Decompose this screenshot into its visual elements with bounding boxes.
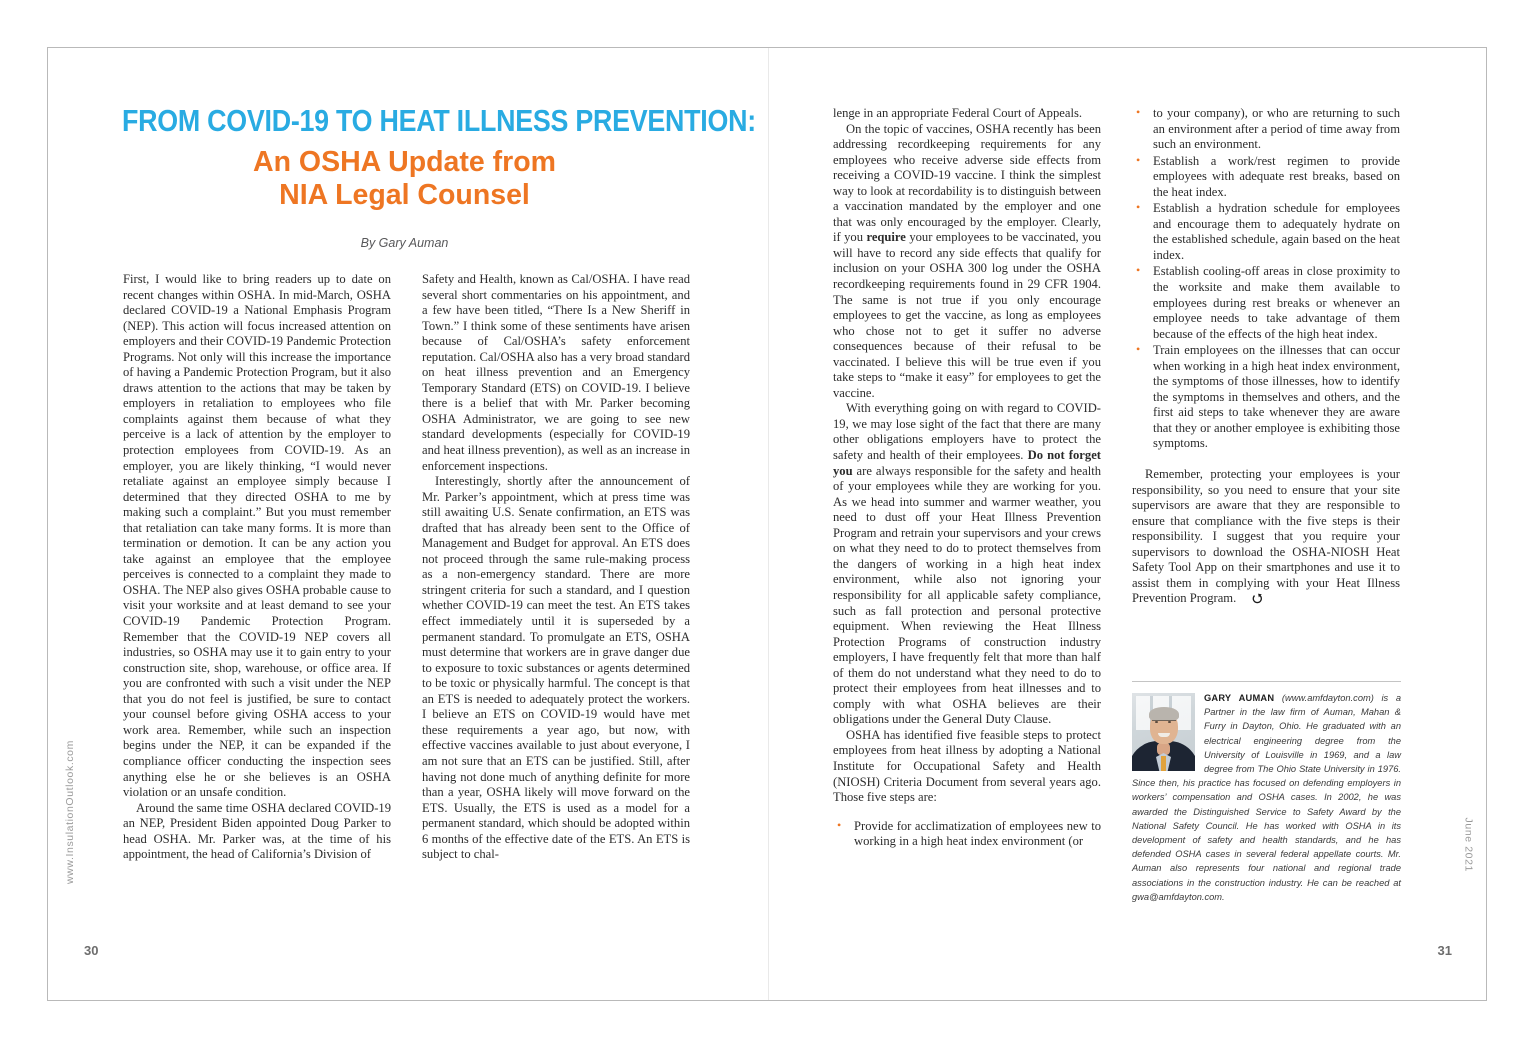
paragraph: Around the same time OSHA declared COVID-19 an NEP, President Biden appointed Doug Parker to head OSHA. Mr. Parker was, at the time of his appointment, the head of California’s Division of <box>123 800 391 862</box>
photo-hair <box>1149 707 1179 721</box>
list-item: • Establish cooling-off areas in close proximity to the worksite and make them available to employees during rest breaks or whenever an employee needs to take advantage of them because of the effects of the high heat index. <box>1132 264 1400 342</box>
author-bio-text: (www.amfdayton.com) is a Partner in the law firm of Auman, Mahan & Furry in Dayton, Ohio. He graduated with an electrical engineering degree from the University of Louisville in 1969, and a law degree from The Ohio State University in 1976. Since then, his practice has focused on defending employers in workers’ compensation and OSHA cases. In 2002, he was awarded the Distinguished Service to Safety Award by the National Safety Council. He has worked with OSHA in its development of safety and health standards, and he has defended OSHA cases in several federal appellate courts. Mr. Auman also represents four national and regional trade associations in the construction industry. He can be reached at gwa@amfdayton.com. <box>1132 693 1401 902</box>
paragraph: OSHA has identified five feasible steps to protect employees from heat illness by adopting a National Institute for Occupational Safety and Health (NIOSH) Criteria Document from several years ago. Those five steps are: <box>833 727 1101 805</box>
page-title: FROM COVID-19 TO HEAT ILLNESS PREVENTION: <box>122 104 756 138</box>
avatar <box>1132 693 1195 771</box>
article-byline: By Gary Auman <box>360 236 449 251</box>
list-item-continuation <box>1132 106 1400 153</box>
article-headline-block <box>122 104 756 251</box>
paragraph: Safety and Health, known as Cal/OSHA. I have read several short commentaries on his appointment, and a few have been titled, “There Is a New Sheriff in Town.” I think some of these sentiments have arisen because of Cal/OSHA’s safety enforcement reputation. Cal/OSHA also has a very broad standard on heat illness prevention and an Emergency Temporary Standard (ETS) on COVID-19. I believe there is a belief that with Mr. Parker becoming OSHA Administrator, we are going to see new standard developments (especially for COVID-19 and heat illness prevention), as well as an increase in enforcement inspections. <box>422 272 690 473</box>
heat-steps-list-continued <box>1132 106 1400 452</box>
photo-tie <box>1161 756 1166 771</box>
body-column-1 <box>123 272 391 863</box>
end-of-article-mark: ⭯ <box>1252 591 1263 606</box>
list-item: • Train employees on the illnesses that can occur when working in a high heat index environment, the symptoms of those illnesses, how to identify the symptoms in themselves and others, and the first aid steps to take whenever they are aware that they or another employee is exhibiting those symptoms. <box>1132 343 1400 452</box>
paragraph: First, I would like to bring readers up to date on recent changes within OSHA. In mid-March, OSHA declared COVID-19 a National Emphasis Program (NEP). This action will focus increased attention on employers and their COVID-19 Pandemic Protection Programs. Not only will this increase the importance of having a Pandemic Protection Program, but it also draws attention to the actions that may be taken by employers in retaliation to employees who file complaints against them because of what they perceive is a lack of attention by the employer to protection employees from COVID-19. As an employer, you are likely thinking, “I would never retaliate against an employee simply because I determined that they directed OSHA to me by making such a complaint.” But you must remember that retaliation can take many forms. It is more than termination or demotion. It can be any action you take against an employee that the employee perceives is connected to a complaint they made to OSHA. The NEP also gives OSHA probable cause to visit your worksite and at least demand to see your COVID-19 Pandemic Protection Program. Remember that the COVID-19 NEP covers all industries, so OSHA may use it to gain entry to your construction site, shop, warehouse, or office area. If you are confronted with such a visit under the NEP that you do not feel is justified, be sure to contact your counsel before giving OSHA access to your work area. Remember, while such an inspection begins under the NEP, it can be expanded if the compliance officer conducting the inspection sees anything else he or she believes is an OSHA violation or an unsafe condition. <box>123 272 391 800</box>
paragraph-text: On the topic of vaccines, OSHA recently has been addressing recordkeeping requirements for any employees who receive adverse side effects from receiving a COVID-19 vaccine. I think the simplest way to look at recordability is to distinguish between a vaccination mandated by the employer and one that was only encouraged by the employer. Clearly, if you <box>833 121 1101 245</box>
paragraph: Interestingly, shortly after the announcement of Mr. Parker’s appointment, which at press time was still awaiting U.S. Senate confirmation, an ETS was drafted that has already been sent to the Office of Management and Budget for approval. An ETS does not proceed through the same rule-making process as a non-emergency standard. There are more stringent criteria for such a standard, and I question whether COVID-19 can meet the test. An ETS takes effect immediately until it is superseded by a permanent standard. To promulgate an ETS, OSHA must determine that workers are in grave danger due to exposure to toxic substances or agents determined to be toxic or physically harmful. The concept is that an ETS is needed to adequately protect the workers. I believe an ETS on COVID-19 would have met these requirements a year ago, but now, with effective vaccines available to just about everyone, I am not sure that an ETS can be justified. Still, after having not done much of anything definite for more than a year, OSHA likely will move forward on the ETS. Usually, the ETS is used as a model for a permanent standard, which should be adopted within 6 months of the effective date of the ETS. An ETS is subject to chal- <box>422 474 690 862</box>
paragraph-text: are always responsible for the safety and health of your employees while they are working for you. As we head into summer and warmer weather, you need to dust off your Heat Illness Prevention Program and retrain your supervisors and your crews on what they need to do to protect themselves from the dangers of working in a high heat index environment, while also not ignoring your responsibility for all applicable safety compliance, such as fall protection and personal protective equipment. When reviewing the Heat Illness Protection Programs of construction industry employers, I have frequently felt that more than half of them do not understand what they need to do to protect their employees from heat illnesses and to comply with what OSHA believes are their obligations under the General Duty Clause. <box>833 463 1101 727</box>
sidebar-issue-date: June 2021 <box>1462 817 1474 872</box>
photo-eye-right <box>1168 721 1171 723</box>
article-subtitle-line-2: NIA Legal Counsel <box>279 178 530 211</box>
closing-paragraph <box>1132 467 1400 607</box>
body-column-4 <box>1132 106 1400 607</box>
body-column-2 <box>422 272 690 863</box>
author-name: GARY AUMAN <box>1204 693 1275 703</box>
paragraph: lenge in an appropriate Federal Court of Appeals. <box>833 106 1082 120</box>
emphasis-require: require <box>866 230 906 245</box>
emphasis-do-not-forget: Do not forget you <box>833 448 1101 478</box>
magazine-spread <box>47 47 1487 1001</box>
page-number-right: 31 <box>1437 943 1452 958</box>
list-item: • Establish a work/rest regimen to provide employees with adequate rest breaks, based on the heat index. <box>1132 154 1400 201</box>
paragraph-text: With everything going on with regard to COVID-19, we may lose sight of the fact that there are many other obligations employers have to protect the safety and health of their employees. <box>833 401 1101 463</box>
list-item-text: to your company), or who are returning to such an environment after a period of time away from such an environment. <box>1153 106 1400 152</box>
body-column-3 <box>833 106 1101 851</box>
photo-eye-left <box>1155 721 1158 723</box>
article-subtitle-line-1: An OSHA Update from <box>253 146 556 179</box>
author-bio-box <box>1132 681 1401 904</box>
paragraph-text: your employees to be vaccinated, you will have to record any side effects that qualify for inclusion on your OSHA 300 log under the OSHA recordkeeping requirements found in 29 CFR 1904. The same is not true if you only encourage employees to get the vaccine, as long as employees who chose not to get it suffer no adverse consequences because of their refusal to be vaccinated. I believe this will be true even if you take steps to “make it easy” for employees to get the vaccine. <box>833 230 1102 400</box>
left-page <box>48 48 768 1000</box>
list-item: • Provide for acclimatization of employees new to working in a high heat index environment (or <box>833 819 1101 850</box>
paragraph <box>833 122 1101 402</box>
article-subtitle <box>122 146 687 211</box>
closing-text: Remember, protecting your employees is your responsibility, so you need to ensure that your site supervisors are aware that they are responsible to ensure that compliance with the five steps is their responsibility. I suggest that you require your supervisors to download the OSHA-NIOSH Heat Safety Tool App on their smartphones and use it to assist them in complying with your Heat Illness Prevention Program. <box>1132 467 1400 606</box>
list-item: • Establish a hydration schedule for employees and encourage them to adequately hydrate on the established schedule, again based on the heat index. <box>1132 201 1400 263</box>
paragraph <box>833 401 1101 727</box>
page-number-left: 30 <box>84 943 99 958</box>
sidebar-website-url: www.InsulationOutlook.com <box>64 740 76 884</box>
heat-steps-list-start <box>833 819 1101 850</box>
